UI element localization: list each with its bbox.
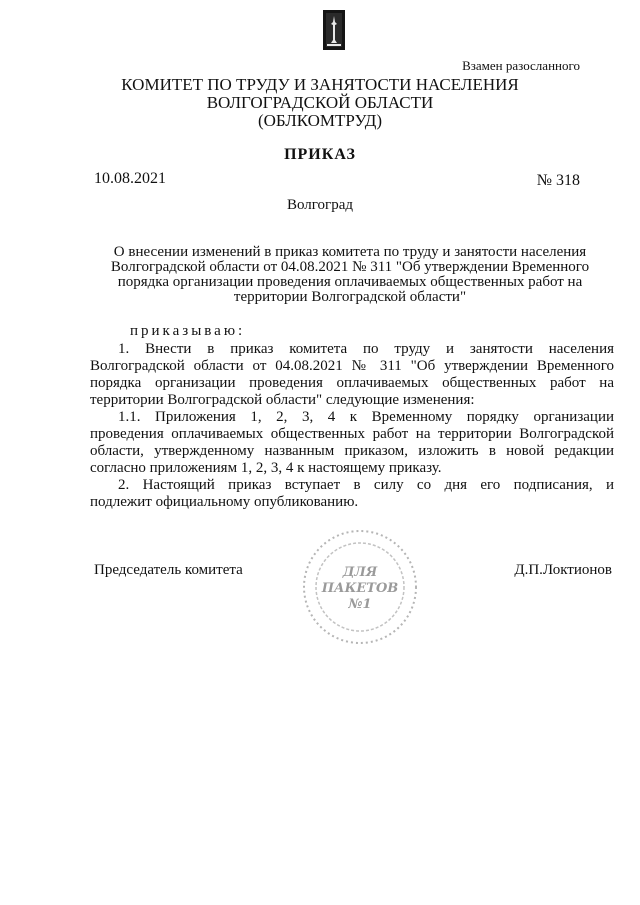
distribution-note: Взамен разосланного — [462, 58, 580, 73]
subject-line: порядка организации проведения оплачиваемых общественных работ на — [117, 274, 583, 290]
document-date: 10.08.2021 — [94, 170, 166, 187]
item-1-1-line: области, утвержденному названным приказом, изложить в новой редакции — [90, 443, 614, 459]
item-1-line: Волгоградской области от 04.08.2021 № 311 "Об утверждении Временного — [90, 358, 614, 374]
coat-of-arms-icon — [323, 10, 345, 50]
stamp-text-line: ДЛЯ — [342, 565, 378, 580]
subject-line: О внесении изменений в приказ комитета по труду и занятости населения — [113, 244, 587, 260]
document-city: Волгоград — [286, 197, 353, 213]
item-1-line: порядка организации проведения оплачиваемых общественных работ на — [90, 375, 614, 391]
document-title: ПРИКАЗ — [284, 146, 356, 163]
subject-line: территории Волгоградской области" — [233, 289, 467, 305]
signatory-title: Председатель комитета — [94, 562, 243, 578]
item-2-line: 2. Настоящий приказ вступает в силу со дня его подписания, и — [118, 477, 614, 493]
item-1-1-line: согласно приложениям 1, 2, 3, 4 к настоящему приказу. — [90, 460, 442, 476]
subject-line: Волгоградской области от 04.08.2021 № 311 "Об утверждении Временного — [110, 259, 590, 275]
item-2-line: подлежит официальному опубликованию. — [90, 494, 359, 510]
org-name-line-2: ВОЛГОГРАДСКОЙ ОБЛАСТИ — [206, 93, 434, 112]
signatory-name: Д.П.Локтионов — [514, 562, 612, 578]
stamp-text-line: ПАКЕТОВ — [321, 581, 399, 596]
stamp-text-line: №1 — [348, 597, 372, 612]
item-1-1-line: 1.1. Приложения 1, 2, 3, 4 к Временному порядку организации — [118, 409, 614, 425]
round-stamp — [300, 527, 420, 647]
item-1-line: территории Волгоградской области" следующие изменения: — [90, 392, 475, 408]
org-name-line-1: КОМИТЕТ ПО ТРУДУ И ЗАНЯТОСТИ НАСЕЛЕНИЯ — [121, 75, 519, 94]
org-name-line-3: (ОБЛКОМТРУД) — [257, 111, 383, 130]
item-1-line: 1. Внести в приказ комитета по труду и занятости населения — [118, 341, 614, 357]
document-number: № 318 — [536, 172, 580, 189]
item-1-1-line: проведения оплачиваемых общественных работ на территории Волгоградской — [90, 426, 614, 442]
decree-word: приказываю: — [130, 323, 246, 339]
